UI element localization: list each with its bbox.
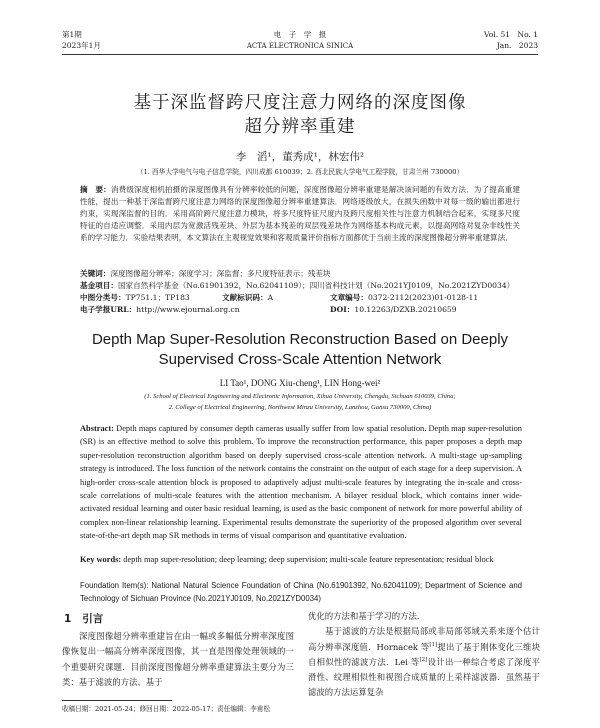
abstract-cn-text: 消费级深度相机拍摄的深度图像具有分辨率较低的问题，深度图像超分辨率重建是解决该问题的有效方法．为了提高重建性能，提出一种基于深监督跨尺度注意力网络的深度图像超分辨率重建算法．网络逐级放大，在损失函数中对每一级的输出都进行约束，实现深监督的目的．采用高阶跨尺度注意力模块，将多尺度特征尺度内及跨尺度相关性与注意力机制结合起来，实现多尺度特征的自适应调整．采用内层为宽激活残差块、外层为基本残差的双层残差块作为网络基本构成元素，以提高网络对复杂非线性关系的学习能力．实验结果表明，本文算法在主观视觉效果和客观质量评价指标方面都优于当前主流的深度图像超分辨率重建算法． [80, 185, 520, 242]
right-col-para2-a: 基于滤波的方法是根据局部或非局部邻域关系来逐个估计高分辨率深度值．Hornacek 等 [308, 626, 540, 652]
journal-url [80, 304, 240, 316]
abstract-cn [80, 184, 520, 244]
clc-label: 中图分类号： [80, 293, 126, 302]
clc-value: TP751.1；TP183 [125, 293, 190, 302]
section-1-number: 1 [64, 613, 72, 625]
keywords-cn [80, 268, 520, 280]
header-volume: Vol. 51 No. 1 [484, 30, 538, 39]
right-col-para2-c: 设计出一种综合考虑了深度平滑性、纹理相似性和视图合成质量的上采样滤波器．虽然基于滤波的方法运算复杂 [308, 656, 541, 698]
footnote-received-date: 收稿日期：2021-05-24；修回日期：2022-05-17；责任编辑：李甫松 [62, 705, 270, 713]
foundation-en-text: National Natural Science Foundation of China (No.61901392, No.62041109); Department of Science and Technology of Sichuan Province (No.2021YJ0109, No.2021ZYD0034) [80, 581, 522, 604]
authors-cn: 李 滔¹，董秀成¹，林宏伟² [235, 151, 365, 163]
abstract-en-text: Depth maps captured by consumer depth cameras usually suffer from low spatial resolution. Depth map super-resolution (SR) is an effective method to solve this problem. To improve the reconstruction performance, this paper proposes a depth map super-resolution reconstruction algorithm based on deeply supervised cross-scale attention network. A multi-stage up-sampling strategy is introduced. The loss function of the network contains the constraint on the output of each stage for a deep supervision. A high-order cross-scale attention block is proposed to adaptively adjust multi-scale features by integrating the in-scale and cross-scale correlations of multi-scale features with the attention mechanism. A bilayer residual block, which contains inner wide-activated residual learning and outer basic residual learning, is used as the basic component of network for more powerful ability of complex non-linear relationship learning. Experimental results demonstrate the superiority of the proposed algorithm over several state-of-the-art depth map SR methods in terms of visual comparison and quantitative evaluation. [80, 424, 522, 541]
authors-en: LI Tao¹, DONG Xiu-cheng¹, LIN Hong-wei² [219, 378, 381, 388]
foundation-en-label: Foundation Item(s): [80, 581, 149, 590]
document-code [222, 292, 273, 304]
keywords-cn-label: 关键词： [80, 269, 111, 278]
header-journal-en: ACTA ELECTRONICA SINICA [246, 42, 354, 50]
foundation-en [80, 579, 522, 606]
doi [330, 304, 457, 316]
header-rule [62, 54, 538, 55]
affiliation-cn: （1. 西华大学电气与电子信息学院，四川成都 610039；2. 西北民族大学电气工程学院，甘肃兰州 730000） [136, 168, 464, 176]
abstract-en-label: Abstract: [80, 424, 114, 433]
fund-cn [80, 280, 520, 292]
url-label: 电子学报URL： [80, 305, 137, 314]
abstract-cn-label: 摘 要： [80, 185, 111, 194]
title-cn-line2: 超分辨率重建 [244, 117, 356, 137]
section-1-heading [64, 611, 103, 626]
abstract-en [80, 422, 522, 543]
header-date-cn: 2023年1月 [62, 41, 101, 50]
keywords-cn-text: 深度图像超分辨率；深度学习；深监督；多尺度特征表示；残差块 [110, 269, 331, 278]
intro-left-column: 深度图像超分辨率重建旨在由一幅或多幅低分辨率深度图像恢复出一幅高分辨率深度图像，其一直是图像处理领域的一个重要研究课题．目前深度图像超分辨率重建算法主要分为三类：基于滤波的方法、基于 [62, 631, 294, 687]
keywords-en-label: Key words: [80, 555, 122, 564]
affiliation-en-line2: 2. College of Electrical Engineering, Northwest Minzu University, Lanzhou, Gansu 730000, China) [168, 404, 432, 411]
right-col-para2 [308, 624, 540, 700]
right-col-para1: 优化的方法和基于学习的方法． [308, 611, 426, 621]
doi-value[interactable]: 10.12263/DZXB.20210659 [354, 305, 457, 314]
fund-cn-text: 国家自然科学基金（No.61901392，No.62041109）；四川省科技计划（No.2021YJ0109，No.2021ZYD0034） [117, 281, 515, 290]
affiliation-en-line1: (1. School of Electrical Engineering and Electronic Information, Xihua University, Chengdu, Sichuan 610039, China; [144, 393, 456, 400]
footnote-rule [62, 700, 172, 701]
article-value: 0372-2112(2023)01-0128-11 [367, 293, 479, 302]
header-date-en: Jan. 2023 [496, 41, 538, 50]
keywords-en [80, 553, 522, 566]
article-label: 文章编号： [330, 293, 368, 302]
fund-cn-label: 基金项目： [80, 281, 118, 290]
citation-2[interactable]: [2] [419, 657, 428, 664]
citation-1[interactable]: [1] [429, 641, 438, 648]
doc-code-value: A [267, 293, 274, 302]
title-en-line2: Supervised Cross-Scale Attention Network [158, 351, 442, 368]
keywords-en-text: depth map super-resolution; deep learning; deep supervision; multi-scale feature representation; residual block [123, 555, 494, 564]
header-issue-cn: 第1期 [62, 30, 82, 39]
title-en-line1: Depth Map Super-Resolution Reconstruction Based on Deeply [91, 331, 509, 348]
title-cn-line1: 基于深监督跨尺度注意力网络的深度图像 [133, 93, 467, 113]
doc-code-label: 文献标识码： [222, 293, 268, 302]
doi-label: DOI： [330, 305, 355, 314]
intro-right-column [308, 609, 540, 701]
right-col-para2-b: 提出了基于刚体变化三维块自相似性的滤波方法．Lei 等 [308, 641, 540, 667]
article-number [330, 292, 478, 304]
header-journal-cn: 电 子 学 报 [273, 30, 327, 39]
url-value[interactable]: http://www.ejournal.org.cn [136, 305, 240, 314]
classification-number [80, 292, 190, 304]
section-1-title: 引言 [82, 613, 104, 625]
